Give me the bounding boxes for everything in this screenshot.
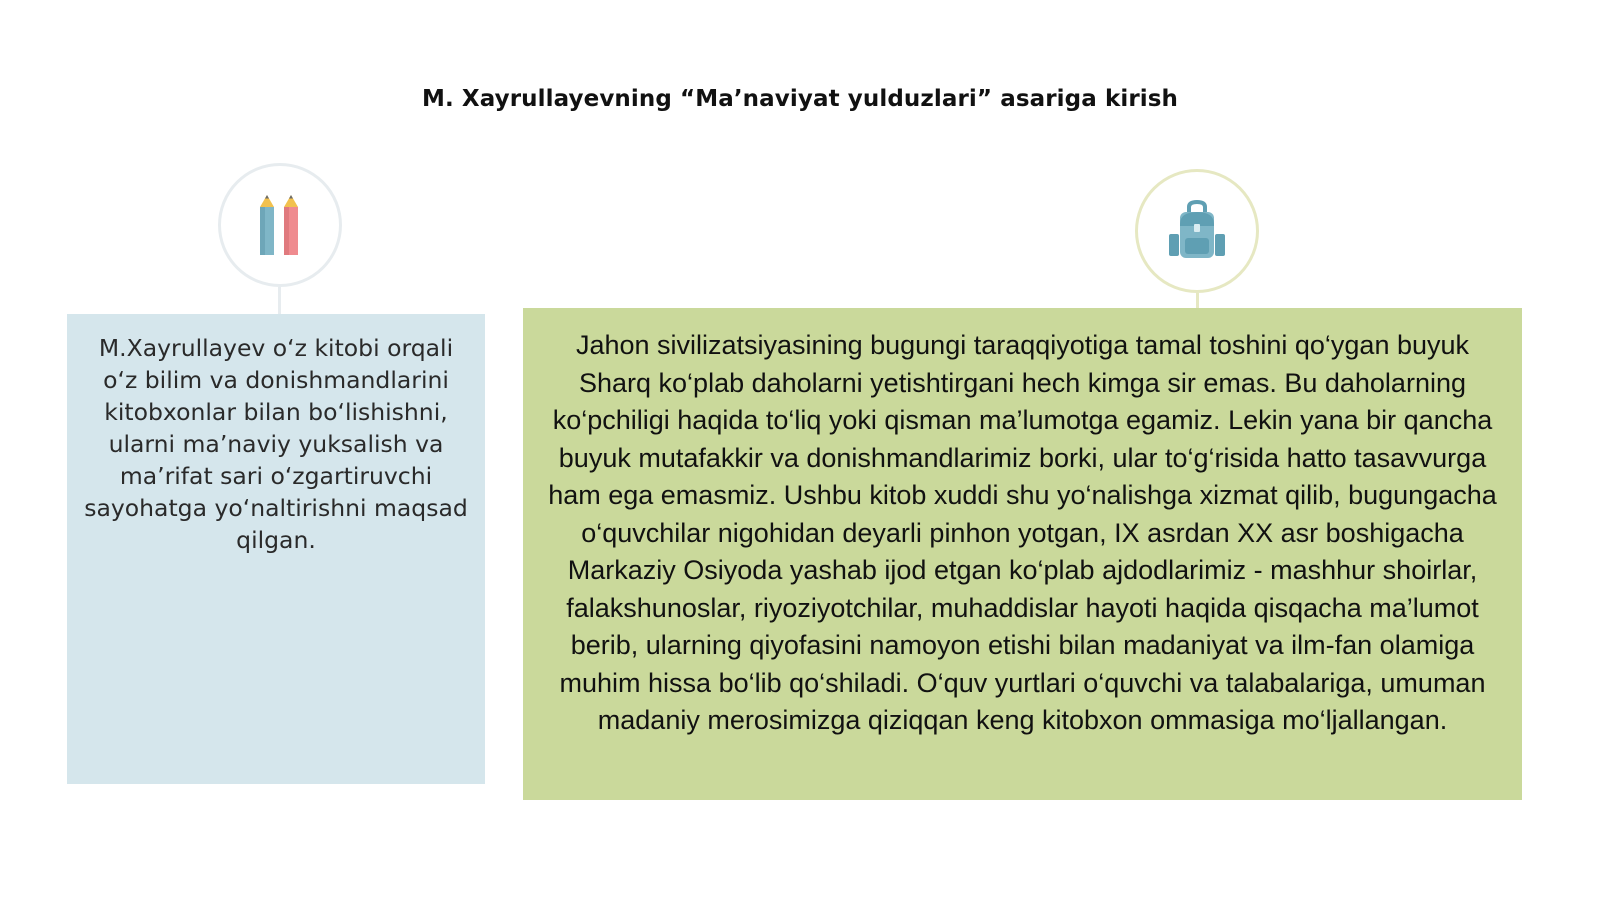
slide-title: M. Xayrullayevning “Ma’naviyat yulduzlari” asariga kirish <box>421 86 1179 112</box>
right-card-text: Jahon sivilizatsiyasining bugungi taraqqiyotiga tamal toshini qo‘ygan buyuk Sharq ko‘plab daholarni yetishtirgani hech kimga sir emas. Bu daholarning ko‘pchiligi haqida to‘liq yoki qisman ma’lumotga egamiz. Lekin yana bir qancha buyuk mutafakkir va donishmandlarimiz borki, ular to‘g‘risida hatto tasavvurga ham ega emasmiz. Ushbu kitob xuddi shu yo‘nalishga xizmat qilib, bugungacha o‘quvchilar nigohidan deyarli pinhon yotgan, IX asrdan XX asr boshigacha Markaziy Osiyoda yashab ijod etgan ko‘plab ajdodlarimiz - mashhur shoirlar, falakshunoslar, riyoziyotchilar, muhaddislar hayoti haqida qisqacha ma’lumot berib, ularning qiyofasini namoyon etishi bilan madaniyat va ilm-fan olamiga muhim hissa bo‘lib qo‘shiladi. O‘quv yurtlari o‘quvchi va talabalariga, umuman madaniy merosimizga qiziqqan keng kitobxon ommasiga mo‘ljallangan. <box>548 330 1497 735</box>
left-info-card <box>67 314 485 784</box>
left-connector-line <box>278 287 281 314</box>
pencils-icon <box>253 193 307 257</box>
left-card-text: M.Xayrullayev o‘z kitobi orqali o‘z bilim va donishmandlarini kitobxonlar bilan bo‘lishishni, ularni ma’naviy yuksalish va ma’rifat sari o‘zgartiruvchi sayohatga yo‘naltirishni maqsad qilgan. <box>84 334 468 554</box>
backpack-icon <box>1167 200 1227 262</box>
left-icon-circle <box>218 163 342 287</box>
right-connector-line <box>1196 293 1199 308</box>
right-info-card <box>523 308 1522 800</box>
right-icon-circle <box>1135 169 1259 293</box>
